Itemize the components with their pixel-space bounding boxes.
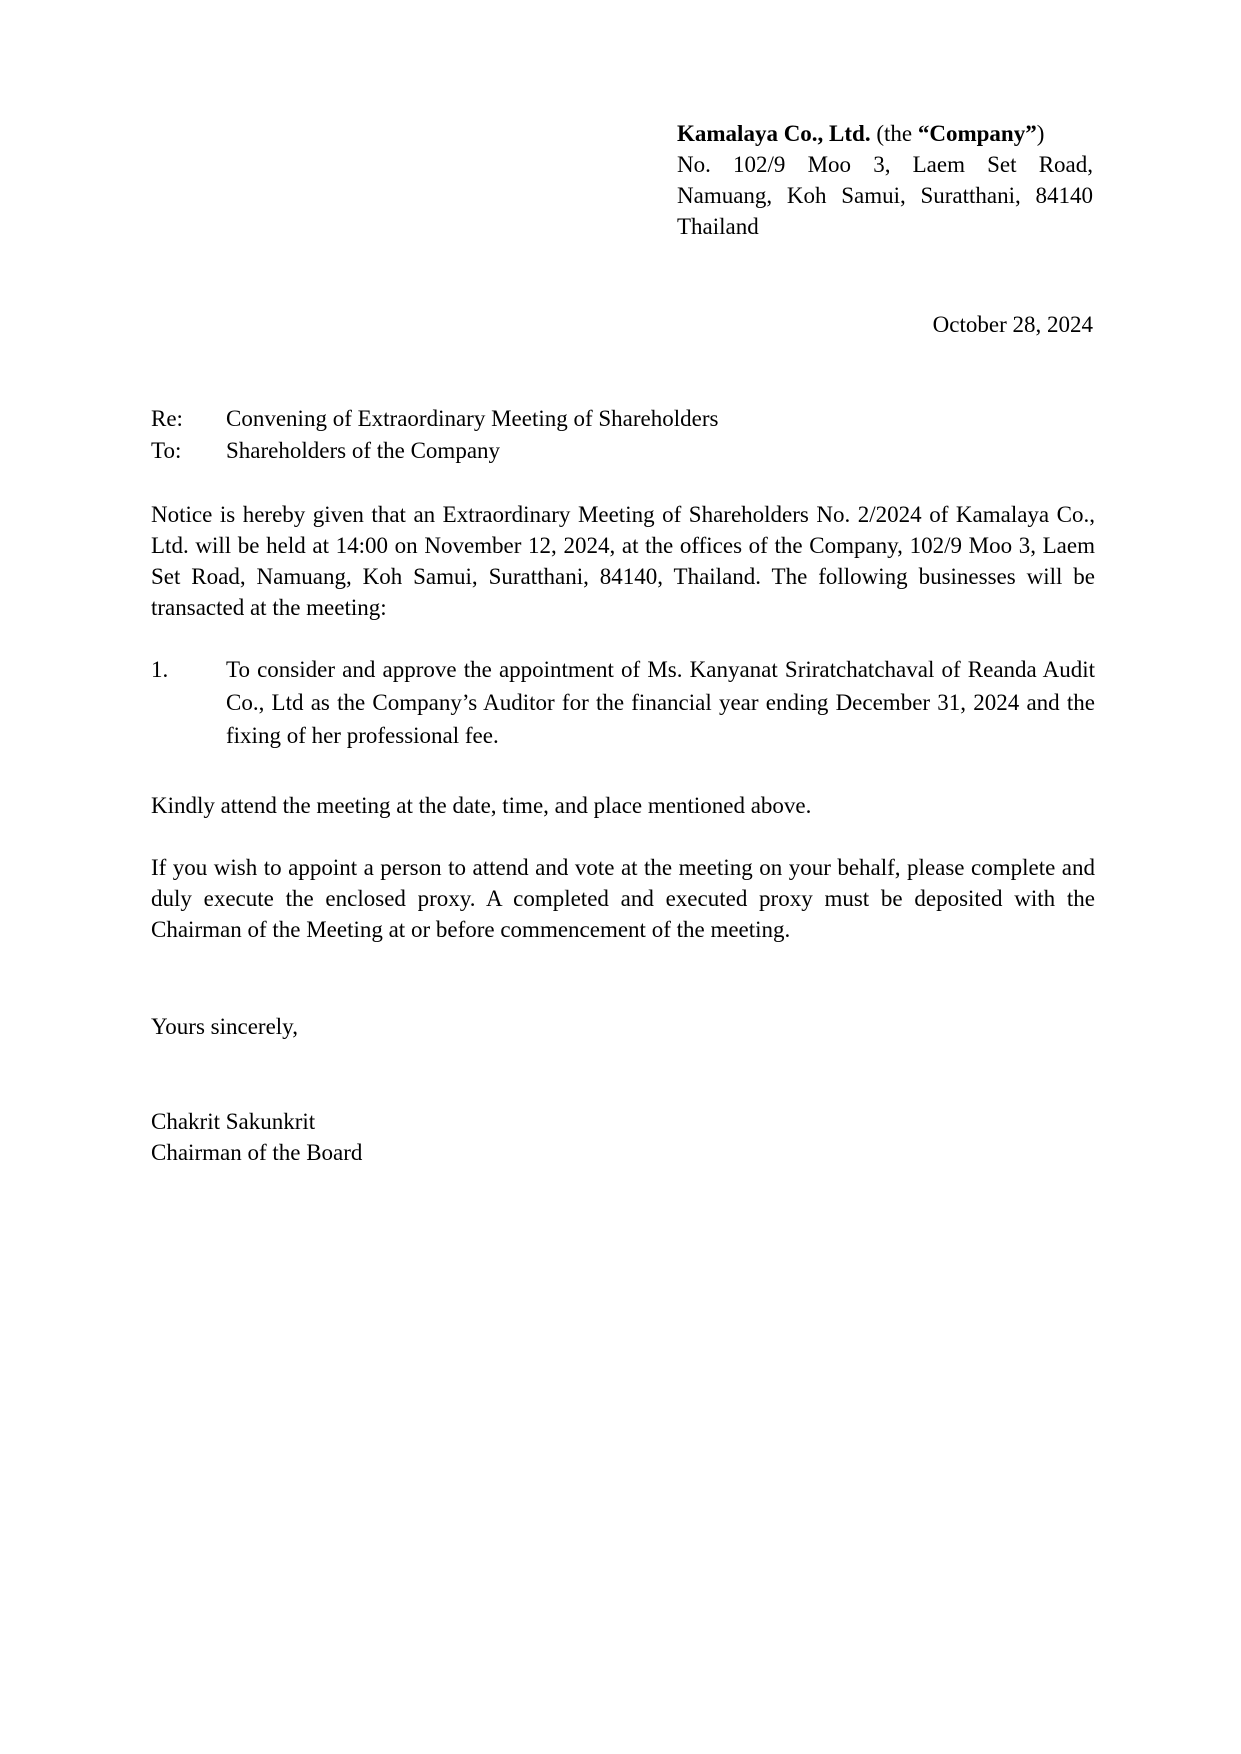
proxy-paragraph: If you wish to appoint a person to attend and vote at the meeting on your behalf, please complete and duly execute the enclosed proxy. A completed and executed proxy must be deposited with the Chairman of the Meeting at or before commencement of the meeting. bbox=[151, 855, 1095, 942]
letter-date: October 28, 2024 bbox=[932, 312, 1093, 337]
attend-paragraph: Kindly attend the meeting at the date, time, and place mentioned above. bbox=[151, 793, 812, 818]
to-row bbox=[151, 435, 1095, 467]
company-address-block bbox=[677, 118, 1093, 242]
to-label: To: bbox=[151, 438, 182, 463]
agenda-list bbox=[151, 654, 1095, 752]
re-value: Convening of Extraordinary Meeting of Shareholders bbox=[226, 406, 719, 431]
company-name-line bbox=[677, 118, 1093, 149]
signatory-title: Chairman of the Board bbox=[151, 1140, 363, 1165]
company-address-line-1: No. 102/9 Moo 3, Laem Set Road, bbox=[677, 152, 1093, 177]
agenda-item bbox=[151, 654, 1095, 752]
agenda-item-number: 1. bbox=[151, 657, 169, 682]
company-address-line-2: Namuang, Koh Samui, Suratthani, 84140 bbox=[677, 183, 1093, 208]
closing-salutation: Yours sincerely, bbox=[151, 1014, 298, 1039]
signatory-name: Chakrit Sakunkrit bbox=[151, 1109, 316, 1134]
notice-paragraph: Notice is hereby given that an Extraordinary Meeting of Shareholders No. 2/2024 of Kamalaya Co., Ltd. will be held at 14:00 on November 12, 2024, at the offices of the Company, 102/9 Moo 3, Laem Set Road, Namuang, Koh Samui, Suratthani, 84140, Thailand. The following businesses will be transacted at the meeting: bbox=[151, 502, 1095, 620]
agenda-item-text: To consider and approve the appointment of Ms. Kanyanat Sriratchatchaval of Reanda Audit Co., Ltd as the Company’s Auditor for the financial year ending December 31, 2024 and the fixing of her professional fee. bbox=[226, 657, 1095, 748]
subject-block bbox=[151, 403, 1095, 467]
company-designation: “Company” bbox=[917, 121, 1037, 146]
re-label: Re: bbox=[151, 406, 183, 431]
company-designation-suffix: ) bbox=[1036, 121, 1045, 146]
signatory-block bbox=[151, 1106, 1095, 1168]
to-value: Shareholders of the Company bbox=[226, 438, 501, 463]
re-row bbox=[151, 403, 1095, 435]
company-designation-prefix: (the bbox=[870, 121, 918, 146]
company-name: Kamalaya Co., Ltd. bbox=[677, 121, 871, 146]
company-address-line-3: Thailand bbox=[677, 214, 759, 239]
